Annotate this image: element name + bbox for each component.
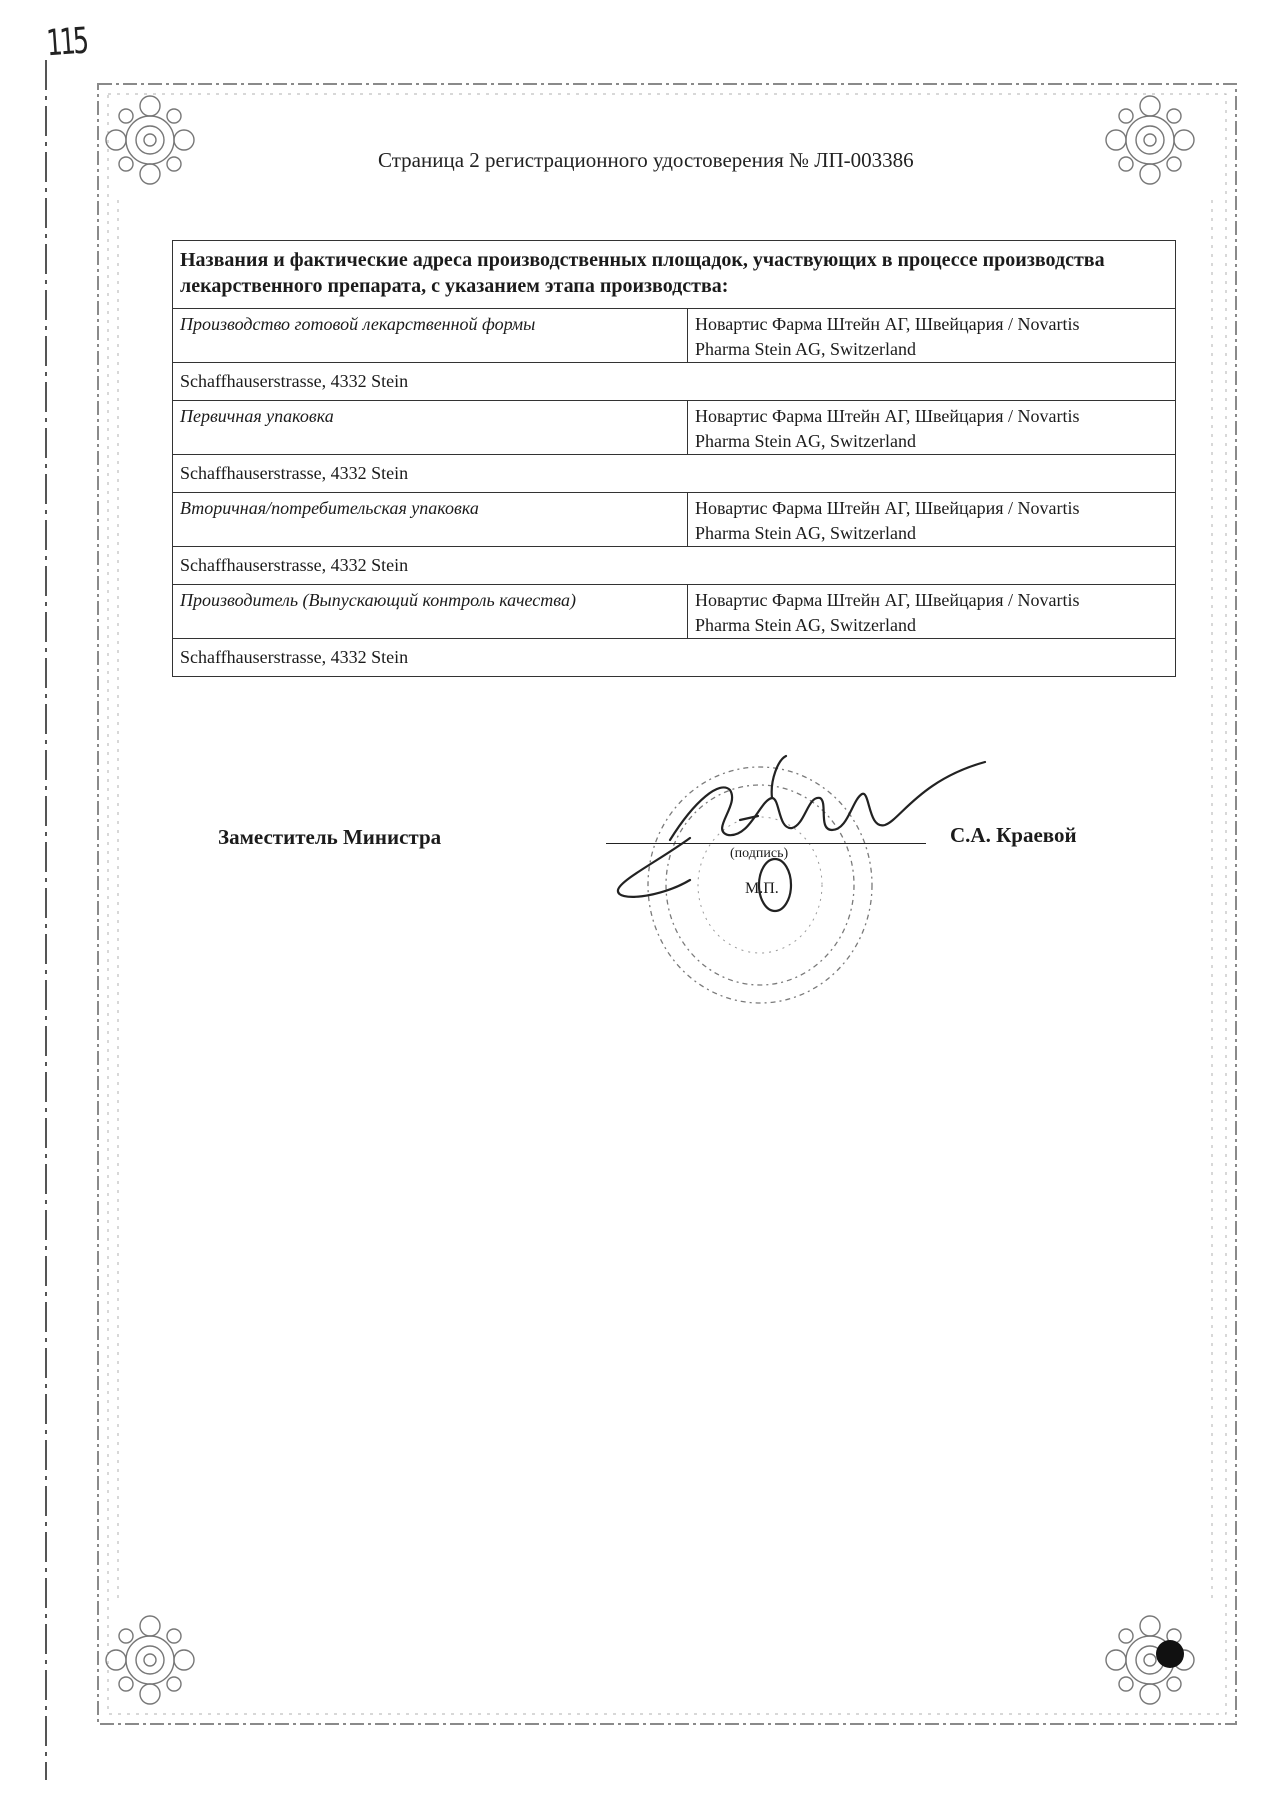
table-row	[173, 493, 1176, 547]
organization-cell	[688, 309, 1176, 363]
corner-rosette-top-left-icon	[106, 96, 194, 184]
signature-line	[606, 843, 926, 844]
signatory-name: С.А. Краевой	[950, 823, 1077, 847]
stage-cell: Производство готовой лекарственной формы	[173, 309, 688, 363]
address-cell: Schaffhauserstrasse, 4332 Stein	[173, 639, 1176, 677]
corner-rosette-bottom-right-icon	[1106, 1616, 1194, 1704]
address-cell: Schaffhauserstrasse, 4332 Stein	[173, 547, 1176, 585]
organization-line: Новартис Фарма Штейн АГ, Швейцария / Novartis	[695, 590, 1080, 610]
handwritten-signature-icon	[600, 720, 1000, 920]
organization-line: Pharma Stein AG, Switzerland	[695, 523, 916, 543]
table-title: Названия и фактические адреса производственных площадок, участвующих в процессе производства лекарственного препарата, с указанием этапа производства:	[173, 241, 1176, 309]
organization-line: Pharma Stein AG, Switzerland	[695, 615, 916, 635]
organization-cell	[688, 493, 1176, 547]
page-header: Страница 2 регистрационного удостоверения № ЛП-003386	[378, 148, 914, 172]
table-row	[173, 309, 1176, 363]
table-row	[173, 401, 1176, 455]
table-row	[173, 455, 1176, 493]
signatory-role: Заместитель Министра	[218, 825, 442, 849]
organization-line: Новартис Фарма Штейн АГ, Швейцария / Novartis	[695, 406, 1080, 426]
signature-caption: (подпись)	[730, 846, 789, 861]
seal-place-label: М.П.	[745, 880, 779, 897]
stage-cell: Производитель (Выпускающий контроль качества)	[173, 585, 688, 639]
organization-line: Pharma Stein AG, Switzerland	[695, 431, 916, 451]
table-title-row	[173, 241, 1176, 309]
table-row	[173, 585, 1176, 639]
table-row	[173, 547, 1176, 585]
address-cell: Schaffhauserstrasse, 4332 Stein	[173, 363, 1176, 401]
handwritten-page-mark: 115	[45, 20, 88, 65]
stage-cell: Первичная упаковка	[173, 401, 688, 455]
punch-hole-icon	[1156, 1640, 1184, 1668]
corner-rosette-top-right-icon	[1106, 96, 1194, 184]
production-sites-table	[172, 240, 1176, 677]
organization-cell	[688, 585, 1176, 639]
organization-line: Новартис Фарма Штейн АГ, Швейцария / Novartis	[695, 498, 1080, 518]
organization-line: Pharma Stein AG, Switzerland	[695, 339, 916, 359]
organization-cell	[688, 401, 1176, 455]
stage-cell: Вторичная/потребительская упаковка	[173, 493, 688, 547]
organization-line: Новартис Фарма Штейн АГ, Швейцария / Novartis	[695, 314, 1080, 334]
address-cell: Schaffhauserstrasse, 4332 Stein	[173, 455, 1176, 493]
table-row	[173, 363, 1176, 401]
corner-rosette-bottom-left-icon	[106, 1616, 194, 1704]
table-row	[173, 639, 1176, 677]
